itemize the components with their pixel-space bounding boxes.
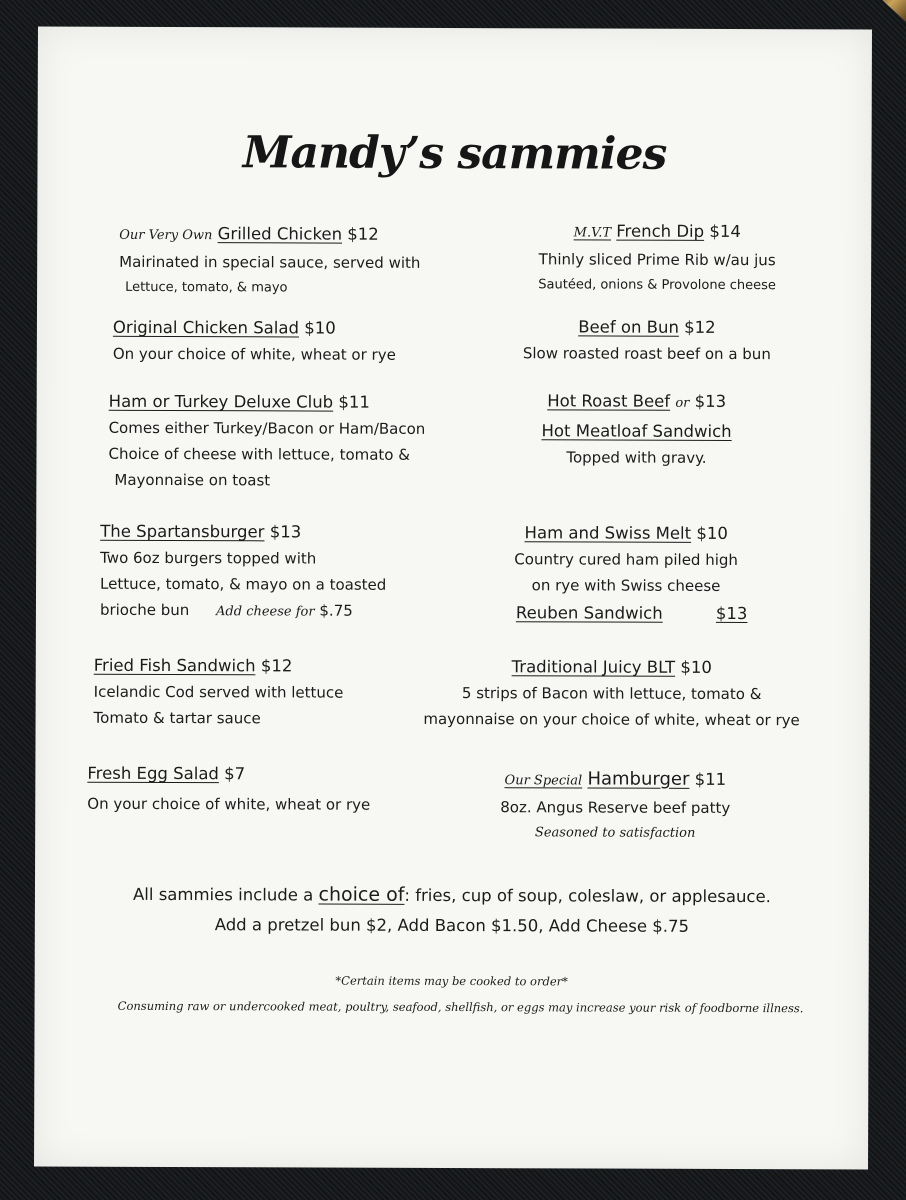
item-price: $10 [304, 318, 336, 338]
item-name: Hamburger [587, 768, 690, 790]
menu-item-reuben [516, 600, 776, 627]
item-description: Topped with gravy. [566, 448, 707, 467]
menu-item-spartansburger [100, 519, 387, 626]
menu-page [34, 27, 872, 1170]
item-price: $12 [684, 317, 716, 337]
item-prefix: M.V.T [573, 225, 612, 241]
menu-item-blt [402, 654, 822, 733]
item-description: On your choice of white, wheat or rye [112, 344, 396, 364]
item-name-alt: Hot Meatloaf Sandwich [541, 421, 732, 441]
disclaimer [35, 967, 869, 1022]
menu-item-deluxe-club [108, 389, 425, 494]
item-name: French Dip [616, 221, 705, 241]
item-description: Choice of cheese with lettuce, tomato & [108, 444, 411, 464]
item-description: on rye with Swiss cheese [531, 576, 721, 595]
item-price: $13 [715, 603, 748, 624]
item-name: Ham and Swiss Melt [524, 523, 692, 543]
item-description: brioche bun [99, 600, 190, 620]
menu-item-ham-swiss-melt [466, 520, 786, 599]
item-description: 8oz. Angus Reserve beef patty [500, 798, 731, 817]
item-description: Lettuce, tomato, & mayo on a toasted [100, 574, 387, 594]
item-price: $11 [694, 769, 727, 789]
item-name: Grilled Chicken [217, 224, 343, 244]
item-description: Comes either Turkey/Bacon or Ham/Bacon [108, 418, 426, 438]
item-price: $13 [269, 522, 302, 542]
item-description: Two 6oz burgers topped with [100, 548, 317, 568]
item-prefix: Our Very Own [119, 227, 213, 244]
menu-item-fried-fish-sandwich [94, 653, 344, 732]
menu-item-fresh-egg-salad [87, 761, 370, 818]
menu-item-beef-on-bun [487, 314, 807, 367]
item-price: $14 [709, 221, 741, 242]
addons-text: Add a pretzel bun $2, Add Bacon $1.50, Add Cheese $.75 [214, 915, 690, 936]
item-description: Icelandic Cod served with lettuce [93, 682, 344, 702]
item-name: The Spartansburger [100, 521, 265, 542]
menu-item-original-chicken-salad [113, 315, 396, 368]
item-price: $12 [260, 656, 293, 676]
menu-item-french-dip [497, 218, 817, 299]
item-description: mayonnaise on your choice of white, wheat or rye [423, 709, 800, 730]
item-description: 5 strips of Bacon with lettuce, tomato & [461, 684, 762, 704]
item-description: Slow roasted roast beef on a bun [522, 344, 771, 364]
item-description: On your choice of white, wheat or rye [87, 794, 371, 814]
item-description: Mayonnaise on toast [114, 470, 271, 490]
item-prefix: Our Special [504, 773, 583, 789]
menu-item-hot-roast-beef [476, 388, 796, 471]
item-description: Seasoned to satisfaction [534, 825, 696, 841]
item-name: Fried Fish Sandwich [93, 655, 256, 676]
item-description: Mairinated in special sauce, served with [119, 252, 421, 272]
sides-text: All sammies include a [132, 884, 314, 905]
item-name: Original Chicken Salad [112, 317, 300, 338]
addon-price: $.75 [319, 601, 353, 620]
item-description: Tomato & tartar sauce [93, 708, 261, 728]
item-name: Traditional Juicy BLT [511, 657, 676, 677]
item-price: $13 [694, 391, 727, 411]
foodborne-warning: Consuming raw or undercooked meat, poultry, seafood, shellfish, or eggs may increase your risk of foodborne illness. [117, 998, 804, 1016]
item-name: Reuben Sandwich [515, 603, 663, 623]
item-name: Fresh Egg Salad [87, 763, 219, 784]
menu-item-hamburger [455, 766, 775, 847]
item-name: Beef on Bun [578, 317, 679, 337]
item-name: Ham or Turkey Deluxe Club [108, 391, 334, 412]
sides-choice: choice of [318, 883, 405, 906]
item-price: $10 [696, 523, 728, 543]
item-description: Country cured ham piled high [514, 550, 738, 569]
sides-info [35, 879, 869, 943]
item-description: Sautéed, onions & Provolone cheese [538, 277, 776, 294]
item-connector: or [675, 395, 690, 411]
menu-title: Mandy’s sammies [242, 127, 667, 180]
menu-item-grilled-chicken [119, 221, 421, 302]
item-description: Lettuce, tomato, & mayo [125, 279, 288, 296]
cooked-to-order-note: *Certain items may be cooked to order* [335, 973, 568, 989]
item-price: $10 [680, 657, 712, 677]
item-description: Thinly sliced Prime Rib w/au jus [538, 250, 776, 270]
item-price: $11 [338, 392, 370, 412]
addon-label: Add cheese for [216, 604, 315, 620]
item-name: Hot Roast Beef [547, 391, 671, 411]
sides-list: : fries, cup of soup, coleslaw, or applesauce. [404, 885, 771, 907]
item-price: $12 [347, 224, 379, 244]
item-price: $7 [224, 764, 246, 784]
